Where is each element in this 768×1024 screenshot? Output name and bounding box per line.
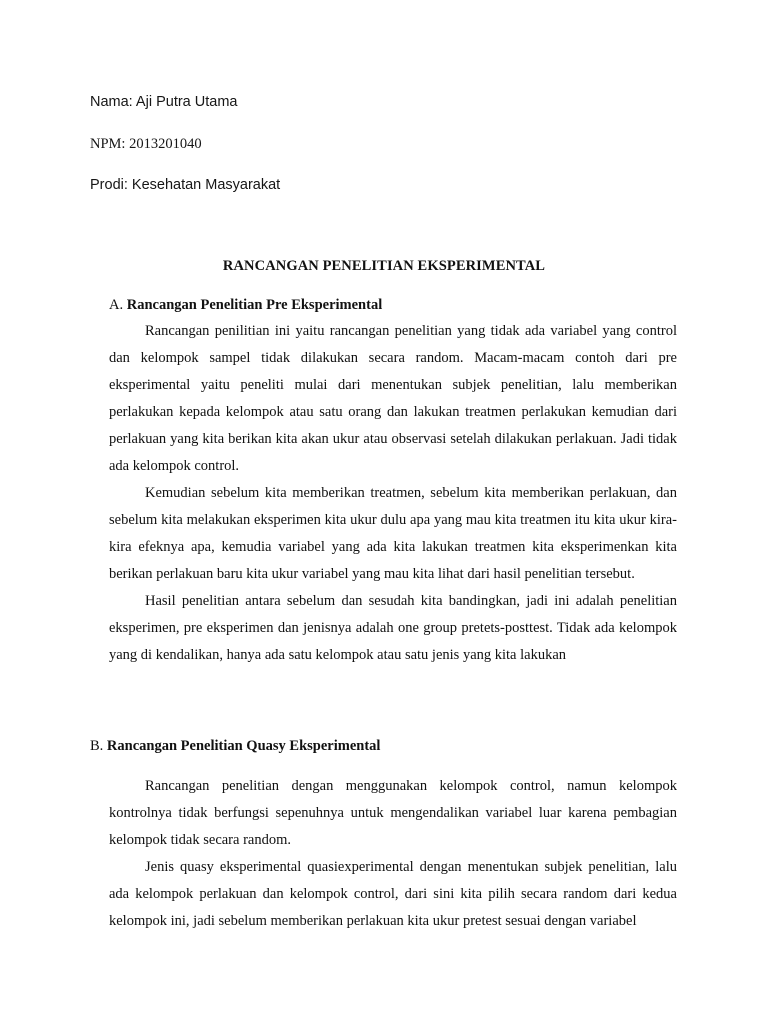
document-title: RANCANGAN PENELITIAN EKSPERIMENTAL (222, 258, 546, 274)
section-b-paragraph-1: Rancangan penelitian dengan menggunakan kelompok control, namun kelompok kontrolnya tidak berfungsi sepenuhnya untuk mengendalikan variabel luar karena pembagian kelompok tidak secara random. (109, 778, 677, 848)
student-npm: NPM: 2013201040 (90, 136, 202, 152)
student-name: Nama: Aji Putra Utama (90, 94, 238, 110)
section-b-paragraph-2: Jenis quasy eksperimental quasiexperimental dengan menentukan subjek penelitian, lalu ada kelompok perlakuan dan kelompok control, dari sini kita pilih secara random dari kedua kelompok ini, jadi sebelum memberikan perlakuan kita ukur pretest sesuai dengan variabel (109, 859, 677, 929)
section-a-paragraph-3: Hasil penelitian antara sebelum dan sesudah kita bandingkan, jadi ini adalah penelitian eksperimen, pre eksperimen dan jenisnya adalah one group pretets-posttest. Tidak ada kelompok yang di kendalikan, hanya ada satu kelompok atau satu jenis yang kita lakukan (109, 593, 677, 663)
section-b-heading (90, 738, 380, 755)
section-a-heading (109, 297, 382, 314)
study-program: Prodi: Kesehatan Masyarakat (90, 177, 281, 193)
section-b-body (109, 773, 677, 935)
section-a-paragraph-2: Kemudian sebelum kita memberikan treatmen, sebelum kita memberikan perlakuan, dan sebelum kita melakukan eksperimen kita ukur dulu apa yang mau kita treatmen itu kita ukur kira-kira efeknya apa, kemudia variabel yang ada kita lakukan treatmen kita eksperimenkan kita berikan perlakuan baru kita ukur variabel yang mau kita lihat dari hasil penelitian tersebut. (109, 485, 677, 582)
section-a-paragraph-1: Rancangan penilitian ini yaitu rancangan penelitian yang tidak ada variabel yang control dan kelompok sampel tidak dilakukan secara random. Macam-macam contoh dari pre eksperimental yaitu peneliti mulai dari menentukan subjek penelitian, lalu memberikan perlakukan kepada kelompok atau satu orang dan lakukan treatmen perlakukan kemudian dari perlakuan yang kita berikan kita akan ukur atau observasi setelah dilakukan perlakuan. Jadi tidak ada kelompok control. (109, 323, 677, 474)
section-b-letter: B. (90, 738, 104, 754)
section-a-body (109, 318, 677, 669)
section-b-title: Rancangan Penelitian Quasy Eksperimental (106, 738, 381, 754)
section-a-title: Rancangan Penelitian Pre Eksperimental (126, 297, 383, 313)
section-a-letter: A. (109, 297, 124, 313)
